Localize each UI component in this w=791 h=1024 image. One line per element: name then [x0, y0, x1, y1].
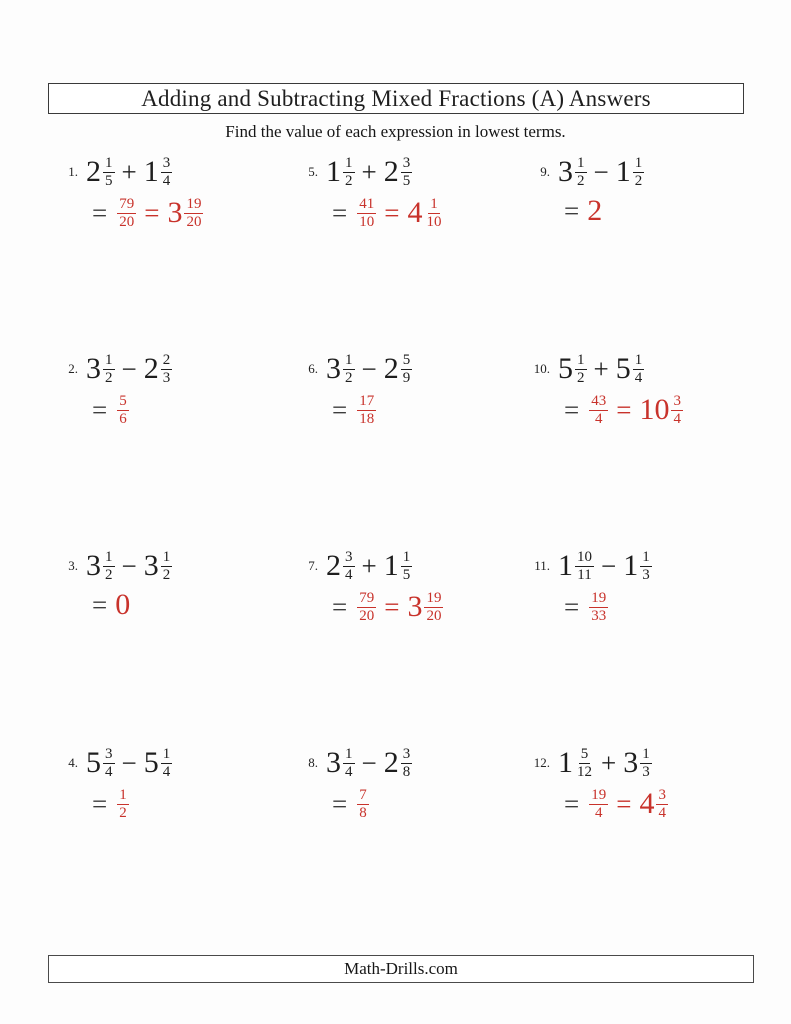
denominator: 2	[634, 172, 643, 189]
problem-12	[520, 741, 748, 938]
term-2	[623, 549, 652, 583]
expression-line	[520, 549, 748, 583]
denominator: 4	[345, 763, 353, 780]
fraction	[161, 352, 173, 386]
problem-4	[48, 741, 288, 938]
denominator: 9	[402, 369, 411, 386]
term-1	[86, 155, 115, 189]
whole-number: 1	[615, 155, 631, 188]
operator-sign: −	[593, 156, 609, 187]
denominator: 10	[359, 213, 375, 230]
numerator: 19	[591, 787, 607, 803]
expression-line	[48, 746, 288, 780]
numerator: 1	[642, 746, 650, 762]
denominator: 4	[594, 804, 603, 821]
denominator: 11	[577, 566, 592, 583]
whole-number: 5	[143, 746, 159, 779]
numerator: 1	[105, 549, 113, 565]
numerator: 2	[162, 352, 171, 368]
whole-number: 1	[383, 549, 399, 582]
term-2	[384, 352, 413, 386]
answer-value	[167, 196, 203, 230]
numerator: 3	[673, 393, 681, 409]
denominator: 4	[105, 763, 113, 780]
numerator: 1	[345, 155, 353, 171]
whole-number: 5	[615, 352, 631, 385]
whole-number: 3	[623, 746, 639, 779]
fraction	[103, 155, 115, 189]
problem-number: 4.	[68, 755, 78, 770]
answer-value	[587, 393, 608, 427]
operator-sign: −	[361, 353, 377, 384]
answer-line	[48, 787, 288, 821]
numerator: 79	[359, 590, 375, 606]
fraction	[401, 155, 413, 189]
numerator: 3	[345, 549, 353, 565]
answer-line	[288, 393, 520, 427]
term-2	[616, 352, 645, 386]
denominator: 3	[162, 369, 171, 386]
denominator: 4	[162, 763, 171, 780]
problem-number: 1.	[68, 164, 78, 179]
whole-number: 2	[143, 352, 159, 385]
expression-line	[48, 155, 288, 189]
answer-value	[115, 393, 129, 427]
term-1	[326, 352, 355, 386]
whole-number: 5	[558, 352, 573, 385]
whole-number: 1	[143, 155, 159, 188]
denominator: 2	[162, 566, 171, 583]
equals-sign: =	[332, 197, 348, 228]
numerator: 7	[359, 787, 367, 803]
denominator: 4	[162, 172, 171, 189]
numerator: 1	[162, 746, 171, 762]
denominator: 20	[426, 607, 442, 624]
denominator: 33	[591, 607, 607, 624]
denominator: 5	[402, 566, 411, 583]
problem-number: 8.	[308, 755, 318, 770]
answer-line	[520, 196, 748, 226]
operator-sign: +	[361, 156, 377, 187]
fraction	[184, 196, 203, 230]
page-title: Adding and Subtracting Mixed Fractions (A) Answers	[141, 85, 651, 111]
fraction	[117, 787, 129, 821]
operator-sign: −	[361, 747, 377, 778]
problem-11	[520, 544, 748, 741]
term-2	[616, 155, 645, 189]
answer-value	[355, 196, 376, 230]
problem-3	[48, 544, 288, 741]
term-2	[384, 746, 413, 780]
equals-sign: =	[92, 589, 108, 620]
term-1	[326, 549, 355, 583]
term-2	[144, 746, 173, 780]
numerator: 3	[658, 787, 666, 803]
operator-sign: +	[361, 550, 377, 581]
operator-sign: +	[601, 747, 617, 778]
denominator: 12	[577, 763, 592, 780]
answer-value	[355, 393, 376, 427]
footer-brand: Math-Drills.com	[344, 959, 458, 978]
answer-line	[520, 393, 748, 427]
denominator: 2	[577, 172, 585, 189]
problem-9	[520, 150, 748, 347]
numerator: 1	[119, 787, 127, 803]
fraction	[343, 352, 355, 386]
term-2	[384, 549, 413, 583]
answer-value	[115, 590, 130, 620]
numerator: 5	[580, 746, 589, 762]
numerator: 3	[162, 155, 171, 171]
term-1	[86, 549, 115, 583]
fraction	[103, 352, 115, 386]
expression-line	[288, 155, 520, 189]
answer-line	[48, 196, 288, 230]
whole-number: 2	[86, 155, 101, 188]
term-2	[144, 549, 173, 583]
fraction	[343, 549, 355, 583]
denominator: 3	[642, 566, 650, 583]
numerator: 1	[577, 155, 585, 171]
denominator: 5	[105, 172, 113, 189]
numerator: 19	[591, 590, 607, 606]
expression-line	[48, 352, 288, 386]
numerator: 1	[105, 352, 113, 368]
equals-sign: =	[384, 197, 400, 228]
equals-sign: =	[92, 197, 108, 228]
whole-number: 3	[167, 196, 183, 229]
problem-number: 7.	[308, 558, 318, 573]
problem-10	[520, 347, 748, 544]
term-2	[384, 155, 413, 189]
numerator: 17	[359, 393, 375, 409]
denominator: 6	[119, 410, 127, 427]
denominator: 10	[426, 213, 442, 230]
denominator: 20	[119, 213, 135, 230]
answer-line	[48, 590, 288, 620]
fraction	[161, 746, 173, 780]
whole-number: 2	[587, 194, 603, 227]
problem-6	[288, 347, 520, 544]
problem-number: 12.	[533, 755, 550, 770]
numerator: 5	[119, 393, 127, 409]
term-1	[86, 746, 115, 780]
fraction	[161, 549, 173, 583]
denominator: 4	[345, 566, 353, 583]
equals-sign: =	[92, 788, 108, 819]
numerator: 3	[402, 746, 411, 762]
numerator: 1	[105, 155, 113, 171]
term-2	[144, 352, 173, 386]
problems-grid	[48, 150, 748, 940]
answer-value	[587, 196, 602, 226]
fraction	[575, 549, 594, 583]
expression-line	[520, 155, 748, 189]
problem-5	[288, 150, 520, 347]
answer-line	[288, 787, 520, 821]
whole-number: 2	[383, 155, 399, 188]
term-2	[144, 155, 173, 189]
whole-number: 1	[558, 746, 573, 779]
instructions-text: Find the value of each expression in lowest terms.	[225, 122, 566, 141]
denominator: 5	[402, 172, 411, 189]
answer-line	[520, 787, 748, 821]
fraction	[424, 196, 443, 230]
problem-number: 3.	[68, 558, 78, 573]
fraction	[357, 590, 376, 624]
denominator: 2	[105, 369, 113, 386]
answer-line	[48, 393, 288, 427]
answer-value	[587, 787, 608, 821]
answer-value	[587, 590, 608, 624]
equals-sign: =	[616, 788, 632, 819]
numerator: 19	[186, 196, 202, 212]
title-box	[48, 83, 744, 114]
fraction	[589, 787, 608, 821]
operator-sign: +	[121, 156, 137, 187]
numerator: 1	[402, 549, 411, 565]
numerator: 1	[430, 196, 438, 212]
denominator: 2	[119, 804, 127, 821]
denominator: 2	[345, 172, 353, 189]
fraction	[161, 155, 173, 189]
numerator: 1	[634, 155, 643, 171]
fraction	[633, 155, 645, 189]
fraction	[343, 155, 355, 189]
answer-value	[639, 393, 683, 427]
fraction	[117, 196, 136, 230]
equals-sign: =	[384, 591, 400, 622]
numerator: 41	[359, 196, 375, 212]
problem-1	[48, 150, 288, 347]
fraction	[357, 196, 376, 230]
whole-number: 3	[326, 352, 341, 385]
denominator: 2	[577, 369, 585, 386]
denominator: 18	[359, 410, 375, 427]
expression-line	[520, 352, 748, 386]
fraction	[357, 787, 369, 821]
term-1	[86, 352, 115, 386]
whole-number: 3	[86, 549, 101, 582]
problem-number: 11.	[534, 558, 550, 573]
problem-number: 2.	[68, 361, 78, 376]
denominator: 2	[105, 566, 113, 583]
fraction	[640, 746, 652, 780]
fraction	[117, 393, 129, 427]
numerator: 3	[402, 155, 411, 171]
whole-number: 0	[115, 588, 131, 621]
denominator: 8	[359, 804, 367, 821]
operator-sign: −	[121, 353, 137, 384]
whole-number: 3	[407, 590, 423, 623]
problem-8	[288, 741, 520, 938]
fraction	[401, 746, 413, 780]
whole-number: 3	[143, 549, 159, 582]
operator-sign: −	[121, 747, 137, 778]
problem-7	[288, 544, 520, 741]
fraction	[671, 393, 683, 427]
numerator: 5	[402, 352, 411, 368]
fraction	[424, 590, 443, 624]
denominator: 4	[673, 410, 681, 427]
term-1	[326, 155, 355, 189]
whole-number: 1	[326, 155, 341, 188]
footer-box	[48, 955, 754, 983]
answer-value	[355, 787, 369, 821]
equals-sign: =	[144, 197, 160, 228]
fraction	[575, 746, 594, 780]
whole-number: 4	[639, 787, 655, 820]
fraction	[575, 352, 587, 386]
numerator: 1	[577, 352, 585, 368]
problem-number: 5.	[308, 164, 318, 179]
whole-number: 2	[383, 352, 399, 385]
fraction	[656, 787, 668, 821]
numerator: 10	[577, 549, 592, 565]
answer-line	[288, 196, 520, 230]
expression-line	[288, 549, 520, 583]
numerator: 19	[426, 590, 442, 606]
equals-sign: =	[332, 591, 348, 622]
term-1	[558, 155, 587, 189]
answer-value	[639, 787, 668, 821]
whole-number: 2	[383, 746, 399, 779]
equals-sign: =	[332, 394, 348, 425]
equals-sign: =	[92, 394, 108, 425]
denominator: 2	[345, 369, 353, 386]
expression-line	[48, 549, 288, 583]
answer-value	[115, 787, 129, 821]
denominator: 8	[402, 763, 411, 780]
denominator: 20	[359, 607, 375, 624]
term-1	[558, 352, 587, 386]
fraction	[103, 746, 115, 780]
equals-sign: =	[616, 394, 632, 425]
expression-line	[520, 746, 748, 780]
fraction	[589, 393, 608, 427]
problem-2	[48, 347, 288, 544]
numerator: 1	[345, 352, 353, 368]
fraction	[357, 393, 376, 427]
fraction	[640, 549, 652, 583]
whole-number: 1	[623, 549, 639, 582]
problem-number: 6.	[308, 361, 318, 376]
denominator: 20	[186, 213, 202, 230]
numerator: 43	[591, 393, 607, 409]
equals-sign: =	[332, 788, 348, 819]
whole-number: 2	[326, 549, 341, 582]
answer-value	[407, 196, 443, 230]
problem-number: 10.	[533, 361, 550, 376]
equals-sign: =	[564, 394, 580, 425]
numerator: 1	[345, 746, 353, 762]
denominator: 3	[642, 763, 650, 780]
term-2	[623, 746, 652, 780]
denominator: 4	[634, 369, 643, 386]
problem-number: 9.	[540, 164, 550, 179]
whole-number: 3	[558, 155, 573, 188]
fraction	[401, 549, 413, 583]
numerator: 1	[634, 352, 643, 368]
fraction	[401, 352, 413, 386]
denominator: 4	[658, 804, 666, 821]
numerator: 1	[162, 549, 171, 565]
equals-sign: =	[564, 195, 580, 226]
answer-value	[355, 590, 376, 624]
term-1	[558, 746, 594, 780]
fraction	[343, 746, 355, 780]
operator-sign: −	[121, 550, 137, 581]
term-1	[326, 746, 355, 780]
operator-sign: −	[601, 550, 617, 581]
fraction	[575, 155, 587, 189]
whole-number: 3	[86, 352, 101, 385]
expression-line	[288, 352, 520, 386]
answer-value	[407, 590, 443, 624]
equals-sign: =	[564, 788, 580, 819]
operator-sign: +	[593, 353, 609, 384]
answer-line	[288, 590, 520, 624]
whole-number: 3	[326, 746, 341, 779]
answer-value	[115, 196, 136, 230]
whole-number: 5	[86, 746, 101, 779]
term-1	[558, 549, 594, 583]
fraction	[103, 549, 115, 583]
whole-number: 1	[558, 549, 573, 582]
whole-number: 10	[639, 393, 670, 426]
numerator: 3	[105, 746, 113, 762]
numerator: 1	[642, 549, 650, 565]
fraction	[589, 590, 608, 624]
whole-number: 4	[407, 196, 423, 229]
expression-line	[288, 746, 520, 780]
fraction	[633, 352, 645, 386]
denominator: 4	[594, 410, 603, 427]
numerator: 79	[119, 196, 135, 212]
answer-line	[520, 590, 748, 624]
equals-sign: =	[564, 591, 580, 622]
